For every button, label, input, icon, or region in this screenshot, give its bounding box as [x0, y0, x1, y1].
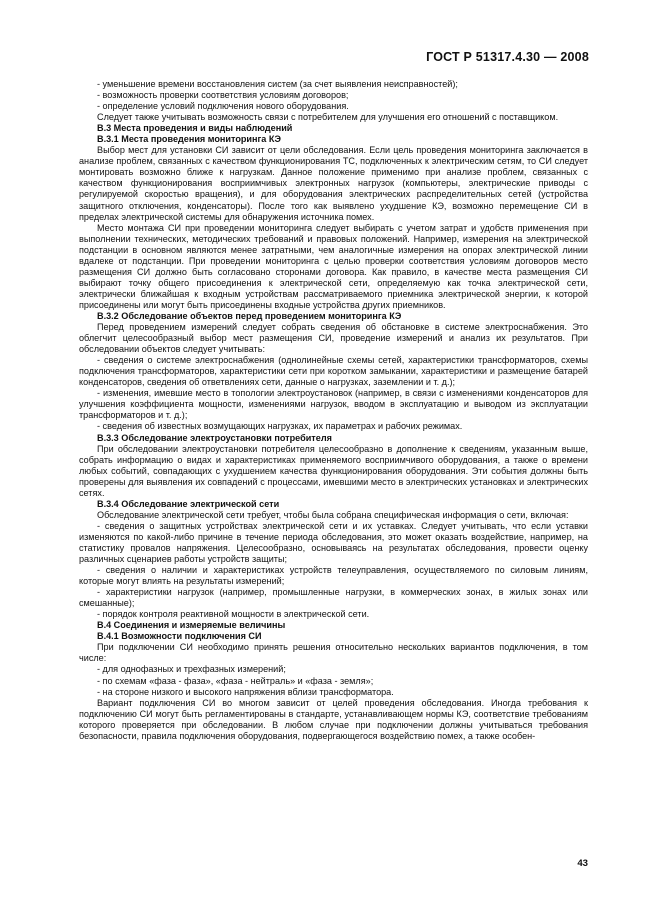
- subsection-heading: В.3.1 Места проведения мониторинга КЭ: [97, 134, 282, 145]
- paragraph: - сведения о наличии и характеристиках устройств телеуправления, осуществляемого по силовым линиям, которые могут влиять на результаты измерений;: [79, 565, 588, 587]
- section-heading: В.3 Места проведения и виды наблюдений: [97, 123, 293, 134]
- subsection-heading: В.3.4 Обследование электрической сети: [97, 498, 280, 509]
- paragraph: - сведения о защитных устройствах электрической сети и их уставках. Следует учитывать, что если уставки изменяются по какой-либо причине в течение периода обследования, это может оказать воздействие, например, на статистику провалов напряжения. Целесообразно, основываясь на результатах обследования, провести оценку различных сценариев работы устройств защиты;: [79, 520, 588, 565]
- paragraph: - порядок контроля реактивной мощности в электрической сети.: [97, 609, 370, 620]
- paragraph: - возможность проверки соответствия условиям договоров;: [97, 90, 349, 101]
- paragraph: - на стороне низкого и высокого напряжения вблизи трансформатора.: [97, 686, 394, 697]
- paragraph: - определение условий подключения нового оборудования.: [97, 101, 349, 112]
- paragraph: Следует также учитывать возможность связи с потребителем для улучшения его отношений с поставщиком.: [97, 112, 559, 123]
- paragraph: Место монтажа СИ при проведении мониторинга следует выбирать с учетом затрат и удобств применения при выполнении технических, методических требований и правовых положений. Например, измерения на электрической подстанции в основном являются менее затратными, чем аналогичные измерения на опорах электрической линии вдалеке от подстанции. При проведении мониторинга с целью проверки соответствия условиям договоров место размещения СИ должно быть согласовано сторонами договора. Как правило, в качестве места размещения СИ выбирают точку общего присоединения к электрической сети, определяемую как точка электрической сети, электрически ближайшая к входным устройствам рассматриваемого приемника электрической энергии, к которой присоединены или могут быть присоединены входные устройства других приемников.: [79, 222, 588, 310]
- document-body: [79, 79, 588, 742]
- paragraph: - для однофазных и трехфазных измерений;: [97, 664, 286, 675]
- subsection-heading: В.3.2 Обследование объектов перед проведением мониторинга КЭ: [97, 310, 402, 321]
- page-number: 43: [577, 858, 588, 869]
- paragraph: Выбор мест для установки СИ зависит от цели обследования. Если цель проведения мониторинга заключается в анализе проблем, связанных с качеством функционирования ТС, подключенных к электрическим сетям, то СИ следует монтировать возможно ближе к нагрузкам. Данное положение применимо при анализе проблем, связанных с качеством функционирования восприимчивых электронных нагрузок (компьютеры, электрические приводы с регулируемой скоростью вращения), и для оборудования электрических распределительных сетей (устройства защитного отключения, конденсаторы). После того как выявлено ухудшение КЭ, возможно перемещение СИ в пределах электрической системы для обнаружения источника помех.: [79, 145, 588, 222]
- document-header: ГОСТ Р 51317.4.30 — 2008: [426, 50, 589, 64]
- paragraph: - изменения, имевшие место в топологии электроустановок (например, в связи с изменениями конденсаторов для улучшения коэффициента мощности, изменениями нагрузок, вводом в эксплуатацию и выводом из эксплуатации трансформаторов и т. д.);: [79, 388, 588, 421]
- paragraph: - уменьшение времени восстановления систем (за счет выявления неисправностей);: [97, 79, 458, 89]
- section-heading: В.4 Соединения и измеряемые величины: [97, 620, 286, 631]
- paragraph: Перед проведением измерений следует собрать сведения об обстановке в системе электроснабжения. Это облегчит целесообразный выбор мест размещения СИ, проведение измерений и анализ их результатов. При обследовании объектов следует учитывать:: [79, 322, 588, 355]
- paragraph: - характеристики нагрузок (например, промышленные нагрузки, в коммерческих зонах, в жилых зонах или смешанные);: [79, 587, 588, 609]
- paragraph: Вариант подключения СИ во многом зависит от целей проведения обследования. Иногда требования к подключению СИ могут быть регламентированы в стандарте, устанавливающем нормы КЭ, соответствие требованиям которого проверяется при обследовании. В любом случае при подключении должны учитываться требования безопасности, правила подключения оборудования, подвергающегося воздействию помех, а также особен-: [79, 697, 588, 741]
- paragraph: При подключении СИ необходимо принять решения относительно нескольких вариантов подключения, в том числе:: [79, 642, 588, 664]
- paragraph: - по схемам «фаза - фаза», «фаза - нейтраль» и «фаза - земля»;: [97, 675, 374, 686]
- paragraph: - сведения об известных возмущающих нагрузках, их параметрах и рабочих режимах.: [97, 421, 463, 432]
- paragraph: - сведения о системе электроснабжения (однолинейные схемы сетей, характеристики трансформаторов, схемы подключения трансформаторов, характеристики сети при коротком замыкании, характеристики и размещение батарей конденсаторов, сведения об ответвлениях сети, данные о нагрузках, заземлении и т. д.);: [79, 355, 588, 388]
- paragraph: При обследовании электроустановки потребителя целесообразно в дополнение к сведениям, указанным выше, собрать информацию о видах и характеристиках применяемого восприимчивого оборудования, а также о времени любых событий, совпадающих с ухудшением качества функционирования оборудования. Эти события должны быть проверены для выявления их совпадений с процессами, имевшими место в электрических установках и электрических сетях.: [79, 443, 588, 498]
- subsection-heading: В.4.1 Возможности подключения СИ: [97, 631, 262, 642]
- paragraph: Обследование электрической сети требует, чтобы была собрана специфическая информация о сети, включая:: [97, 509, 569, 520]
- subsection-heading: В.3.3 Обследование электроустановки потребителя: [97, 432, 332, 443]
